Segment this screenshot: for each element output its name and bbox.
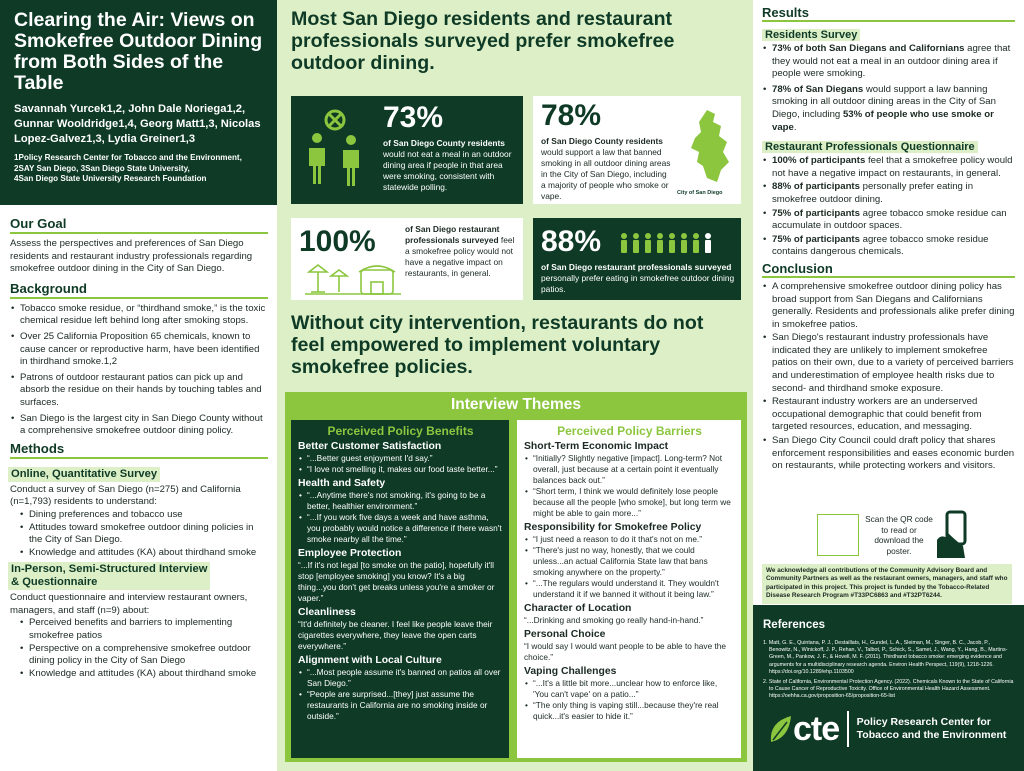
interview-themes <box>285 392 747 762</box>
theme-category: Employee Protection <box>298 548 402 559</box>
result-text: would support a law banning smoking in all outdoor dining areas in the City of San Diego, including <box>772 83 996 120</box>
result-text: personally prefer eating in smokefree outdoor dining. <box>772 181 974 205</box>
stat-card-78 <box>533 96 741 204</box>
logo-line: Tobacco and the Environment <box>856 729 1007 741</box>
secondary-headline: Without city intervention, restaurants do not feel empowered to implement voluntary smokefree policies. <box>291 312 704 378</box>
list-item <box>762 234 1015 259</box>
affiliation-line: 2SAY San Diego, 3San Diego State University, <box>14 163 190 173</box>
benefits-heading: Perceived Policy Benefits <box>327 424 474 438</box>
references-block <box>753 605 1024 771</box>
result-bold: 78% of San Diegans <box>772 83 864 95</box>
list-item <box>762 84 1015 134</box>
methods-heading: Methods <box>10 441 268 459</box>
qr-code[interactable] <box>817 514 859 556</box>
quote: • “I just need a reason to do it that's not on me.” <box>524 534 735 545</box>
poster-title: Clearing the Air: Views on Smokefree Outdoor Dining from Both Sides of the Table <box>14 9 263 94</box>
quote: • “There's just no way, honestly, that we could unless...an actual California State law that bans smoking anywhere on the property.” <box>524 545 735 578</box>
result-text: agree tobacco smoke residue contains dangerous chemicals. <box>772 233 989 258</box>
list-item: • San Diego City Council could draft policy that shares enforcement responsibilities and eases economic burden on restaurants, while protecting workers and visitors. <box>762 435 1015 473</box>
quote: • “The only thing is vaping still...because they're real quick...it's easier to hide it.” <box>524 700 735 722</box>
theme-category: Health and Safety <box>298 478 386 489</box>
author-list: Savannah Yurcek1,2, John Dale Noriega1,2, Gunnar Wooldridge1,4, Georg Matt1,3, Nicolas Lopez-Galvez1,3, Lydia Greiner1,3 <box>14 103 261 145</box>
quote: “...If it's not legal [to smoke on the patio], hopefully it'll stop [employee smoking] you know? It's a big thing...you don't get breaks unless you're a smoker or vaper.” <box>298 560 495 603</box>
quote: “It'd definitely be cleaner. I feel like people leave their cigarettes everywhere, they leave the open carts everywhere.” <box>298 619 493 651</box>
results-subheading: Residents Survey <box>762 29 860 41</box>
list-item <box>762 208 1015 233</box>
goal-heading: Our Goal <box>10 216 268 234</box>
methods-text: Conduct a survey of San Diego (n=275) and California (n=1,793) residents to understand: <box>10 483 241 508</box>
residents-results <box>762 43 1015 134</box>
title-block <box>0 0 277 205</box>
restaurant-patio-icon <box>305 262 401 296</box>
list-item <box>762 155 1015 180</box>
result-bold: 75% of participants <box>772 233 860 245</box>
list-item: • Knowledge and attitudes (KA) about thirdhand smoke <box>19 547 268 560</box>
list-item <box>762 181 1015 206</box>
stat-description-text: personally prefer eating in smokefree outdoor dining patios. <box>541 273 735 294</box>
result-bold: 73% of both San Diegans and Californians <box>772 43 965 54</box>
stat-value: 100% <box>299 225 376 258</box>
methods-subheading: Online, Quantitative Survey <box>8 467 160 482</box>
goal-text: Assess the perspectives and preferences of San Diego residents and restaurant industry professionals regarding smokefree outdoor dining in the City of San Diego. <box>10 238 253 275</box>
people-group-icon <box>619 232 719 254</box>
stat-card-73 <box>291 96 523 204</box>
map-label: City of San Diego <box>677 190 723 196</box>
professionals-results <box>762 155 1015 259</box>
left-body <box>0 216 277 680</box>
affiliation-line: 4San Diego State University Research Foundation <box>14 174 207 183</box>
theme-category: Short-Term Economic Impact <box>524 441 669 452</box>
quote: “...Drinking and smoking go really hand-in-hand.” <box>524 615 704 625</box>
leaf-icon <box>767 714 793 744</box>
list-item: • Tobacco smoke residue, or “thirdhand smoke,” is the toxic chemical residue left behind long after smoking stops. <box>10 303 268 328</box>
right-column <box>753 0 1024 771</box>
quote: • “People are surprised...[they] just assume the restaurants in California are no smoking inside or outside.” <box>298 689 503 722</box>
conclusion-list <box>762 281 1015 473</box>
reference-item: 2. State of California, Environmental Protection Agency. (2022). Chemicals Known to the State of California to Cause Cancer of Reproductive Toxicity. Office of Environmental Health Hazard Assessment. https://oehha.ca.gov/proposition-65/proposition-65-list <box>763 679 1014 700</box>
methods-subheading-line: In-Person, Semi-Structured Interview <box>11 563 208 576</box>
list-item <box>762 43 1015 81</box>
theme-category: Alignment with Local Culture <box>298 655 442 666</box>
quote: • “...Most people assume it's banned on patios all over San Diego.” <box>298 667 503 689</box>
background-list <box>10 303 268 438</box>
quote-list <box>524 678 735 722</box>
stat-description <box>541 136 671 202</box>
quote-list <box>524 453 735 519</box>
stat-value: 78% <box>541 99 602 132</box>
references-list <box>763 640 1014 701</box>
theme-category: Character of Location <box>524 603 632 614</box>
quote: • “...It's a little bit more...unclear how to enforce like, 'You can't vape' on a patio...” <box>524 678 735 700</box>
stat-description-text: would not eat a meal in an outdoor dining area if people in that area were smoking, consistent with statewide polling. <box>383 149 512 192</box>
methods-subheading <box>8 562 210 590</box>
quote: • “...The regulars would understand it. They wouldn't understand it if we banned it without it being law.” <box>524 578 735 600</box>
methods-text: Conduct questionnaire and interview restaurant owners, managers, and staff (n=9) about: <box>10 592 248 616</box>
quote-list <box>298 453 503 475</box>
main-headline: Most San Diego residents and restaurant professionals surveyed prefer smokefree outdoor dining. <box>291 8 675 74</box>
conclusion-heading: Conclusion <box>762 261 1015 278</box>
left-column <box>0 0 277 771</box>
results-conclusion-block <box>753 0 1024 605</box>
stat-description-bold: of San Diego County residents <box>383 138 505 148</box>
methods-list <box>10 509 268 559</box>
list-item: • Over 25 California Proposition 65 chemicals, known to cause cancer or reproductive harm, have been identified in thirdhand smoke.1,2 <box>10 331 268 369</box>
quote: • “I love not smelling it, makes our food taste better...” <box>298 464 503 475</box>
background-heading: Background <box>10 281 268 299</box>
list-item: • San Diego is the largest city in San Diego County without a comprehensive smokefree outdoor dining policy. <box>10 413 268 438</box>
san-diego-map-icon <box>677 108 733 188</box>
list-item: • Dining preferences and tobacco use <box>19 509 268 522</box>
results-subheading: Restaurant Professionals Questionnaire <box>762 141 978 153</box>
results-heading: Results <box>762 5 1015 22</box>
barriers-heading: Perceived Policy Barriers <box>557 424 702 438</box>
themes-heading: Interview Themes <box>450 396 582 413</box>
center-column <box>277 0 753 771</box>
result-text: . <box>793 121 797 133</box>
list-item: • Perceived benefits and barriers to implementing smokefree patios <box>19 617 268 642</box>
theme-category: Vaping Challenges <box>524 666 617 677</box>
list-item: • A comprehensive smokefree outdoor dining policy has broad support from San Diegans and Californians generally. Residents and professionals alike prefer dining in smokefree patios. <box>762 281 1015 331</box>
acknowledgement: We acknowledge all contributions of the Community Advisory Board and Community Partners as well as the restaurant owners, managers, and staff who participated in this project. This project is funded by the Tobacco-Related Disease Research Program #T33PC6863 and #T32PT6244. <box>762 564 1012 604</box>
qr-caption: Scan the QR code to read or download the poster. <box>865 514 933 556</box>
stat-description <box>383 138 517 193</box>
no-smoking-people-icon <box>299 108 371 188</box>
references-heading: References <box>763 619 826 631</box>
quote: • “...Better guest enjoyment I'd say.” <box>298 453 503 464</box>
barriers-panel <box>517 420 741 758</box>
stat-description-text: feel a smokefree policy would not have a negative impact on restaurants, in general. <box>405 235 515 278</box>
cte-logo <box>767 711 1006 747</box>
result-text: feel that a smokefree policy would not have a negative impact on restaurants, in general. <box>772 155 1013 179</box>
hand-phone-icon <box>933 510 977 560</box>
list-item: • Perspective on a comprehensive smokefree outdoor dining policy in the City of San Diego <box>19 643 268 668</box>
stat-description-bold: of San Diego restaurant professionals surveyed <box>541 262 732 272</box>
logo-divider <box>847 711 849 747</box>
quote: • “...If you work five days a week and have asthma, you probably would notice a difference if there wasn't smoke nearby all the time.” <box>298 512 503 545</box>
logo-text <box>857 716 1007 742</box>
quote-list <box>298 490 503 545</box>
methods-subheading-line: & Questionnaire <box>11 576 98 589</box>
list-item: • Restaurant industry workers are an underserved occupational demographic that could benefit from targeted resources, education, and messaging. <box>762 396 1015 434</box>
logo-line: Policy Research Center for <box>856 716 991 728</box>
stat-value: 88% <box>541 225 602 258</box>
stat-description <box>541 262 735 295</box>
stat-description-text: would support a law that banned smoking in all outdoor dining areas in the City of San Diego, including a majority of people who smoke or vape. <box>541 147 671 201</box>
theme-category: Responsibility for Smokefree Policy <box>524 522 702 533</box>
stat-value: 73% <box>383 101 444 134</box>
result-bold: 75% of participants <box>772 207 860 219</box>
stat-description-bold: of San Diego restaurant professionals surveyed <box>405 224 500 245</box>
theme-category: Cleanliness <box>298 607 356 618</box>
result-text: agree that they would not eat a meal in an outdoor dining area if people were smoking. <box>772 43 1011 80</box>
list-item: • Knowledge and attitudes (KA) about thirdhand smoke <box>19 668 268 681</box>
theme-category: Better Customer Satisfaction <box>298 441 442 452</box>
affiliations <box>14 153 267 185</box>
result-bold: 100% of participants <box>772 155 866 167</box>
stat-description-bold: of San Diego County residents <box>541 136 663 146</box>
list-item: • San Diego's restaurant industry professionals have indicated they are unlikely to implement smokefree patios on their own, due to a variety of perceived barriers and underestimation of employee health risks due to second- and thirdhand smoke exposure. <box>762 332 1015 395</box>
quote: • “Short term, I think we would definitely lose people because all the people [who smoke], but long term we might be able to gain more...” <box>524 486 735 519</box>
methods-list <box>10 617 268 680</box>
affiliation-line: 1Policy Research Center for Tobacco and the Environment, <box>14 153 242 162</box>
stat-description <box>405 224 517 279</box>
quote-list <box>298 667 503 722</box>
result-bold: 88% of participants <box>772 181 860 193</box>
stat-card-100 <box>291 218 523 300</box>
benefits-panel <box>291 420 509 758</box>
result-bold: 53% of people who use smoke or vape <box>772 108 994 133</box>
logo-mark: cte <box>793 710 840 748</box>
quote: “I would say I would want people to be able to have the choice.” <box>524 641 727 662</box>
result-text: agree tobacco smoke residue can accumulate in outdoor spaces. <box>772 207 1007 232</box>
list-item: • Attitudes toward smokefree outdoor dining policies in the City of San Diego. <box>19 522 268 547</box>
reference-item: 1. Matt, G. E., Quintana, P. J., Destaillats, H., Gundel, L. A., Sleiman, M., Singer, B. C., Jacob, P., Benowitz, N., Winickoff, J. P., Rehan, V., Talbot, P., Schick, S., Samet, J., Wang, Y., Hang, B., Martins-Green, M., Pankow, J. F., & Hovell, M. F. (2011). Thirdhand tobacco smoke: emerging evidence and arguments for a multidisciplinary research agenda. Environ Health Perspect, 119(9), 1218-1226. https://doi.org/10.1289/ehp.1103500 <box>763 640 1008 675</box>
quote: • “Initially? Slightly negative [impact]. Long-term? Not overall, just because at a certain point it eventually balances back out.” <box>524 453 735 486</box>
quote-list <box>524 534 735 600</box>
theme-category: Personal Choice <box>524 629 606 640</box>
quote: • “...Anytime there's not smoking, it's going to be a better, healthier environment.” <box>298 490 503 512</box>
stat-card-88 <box>533 218 741 300</box>
list-item: • Patrons of outdoor restaurant patios can pick up and absorb the residue on their hands by touching tables and surfaces. <box>10 372 268 410</box>
